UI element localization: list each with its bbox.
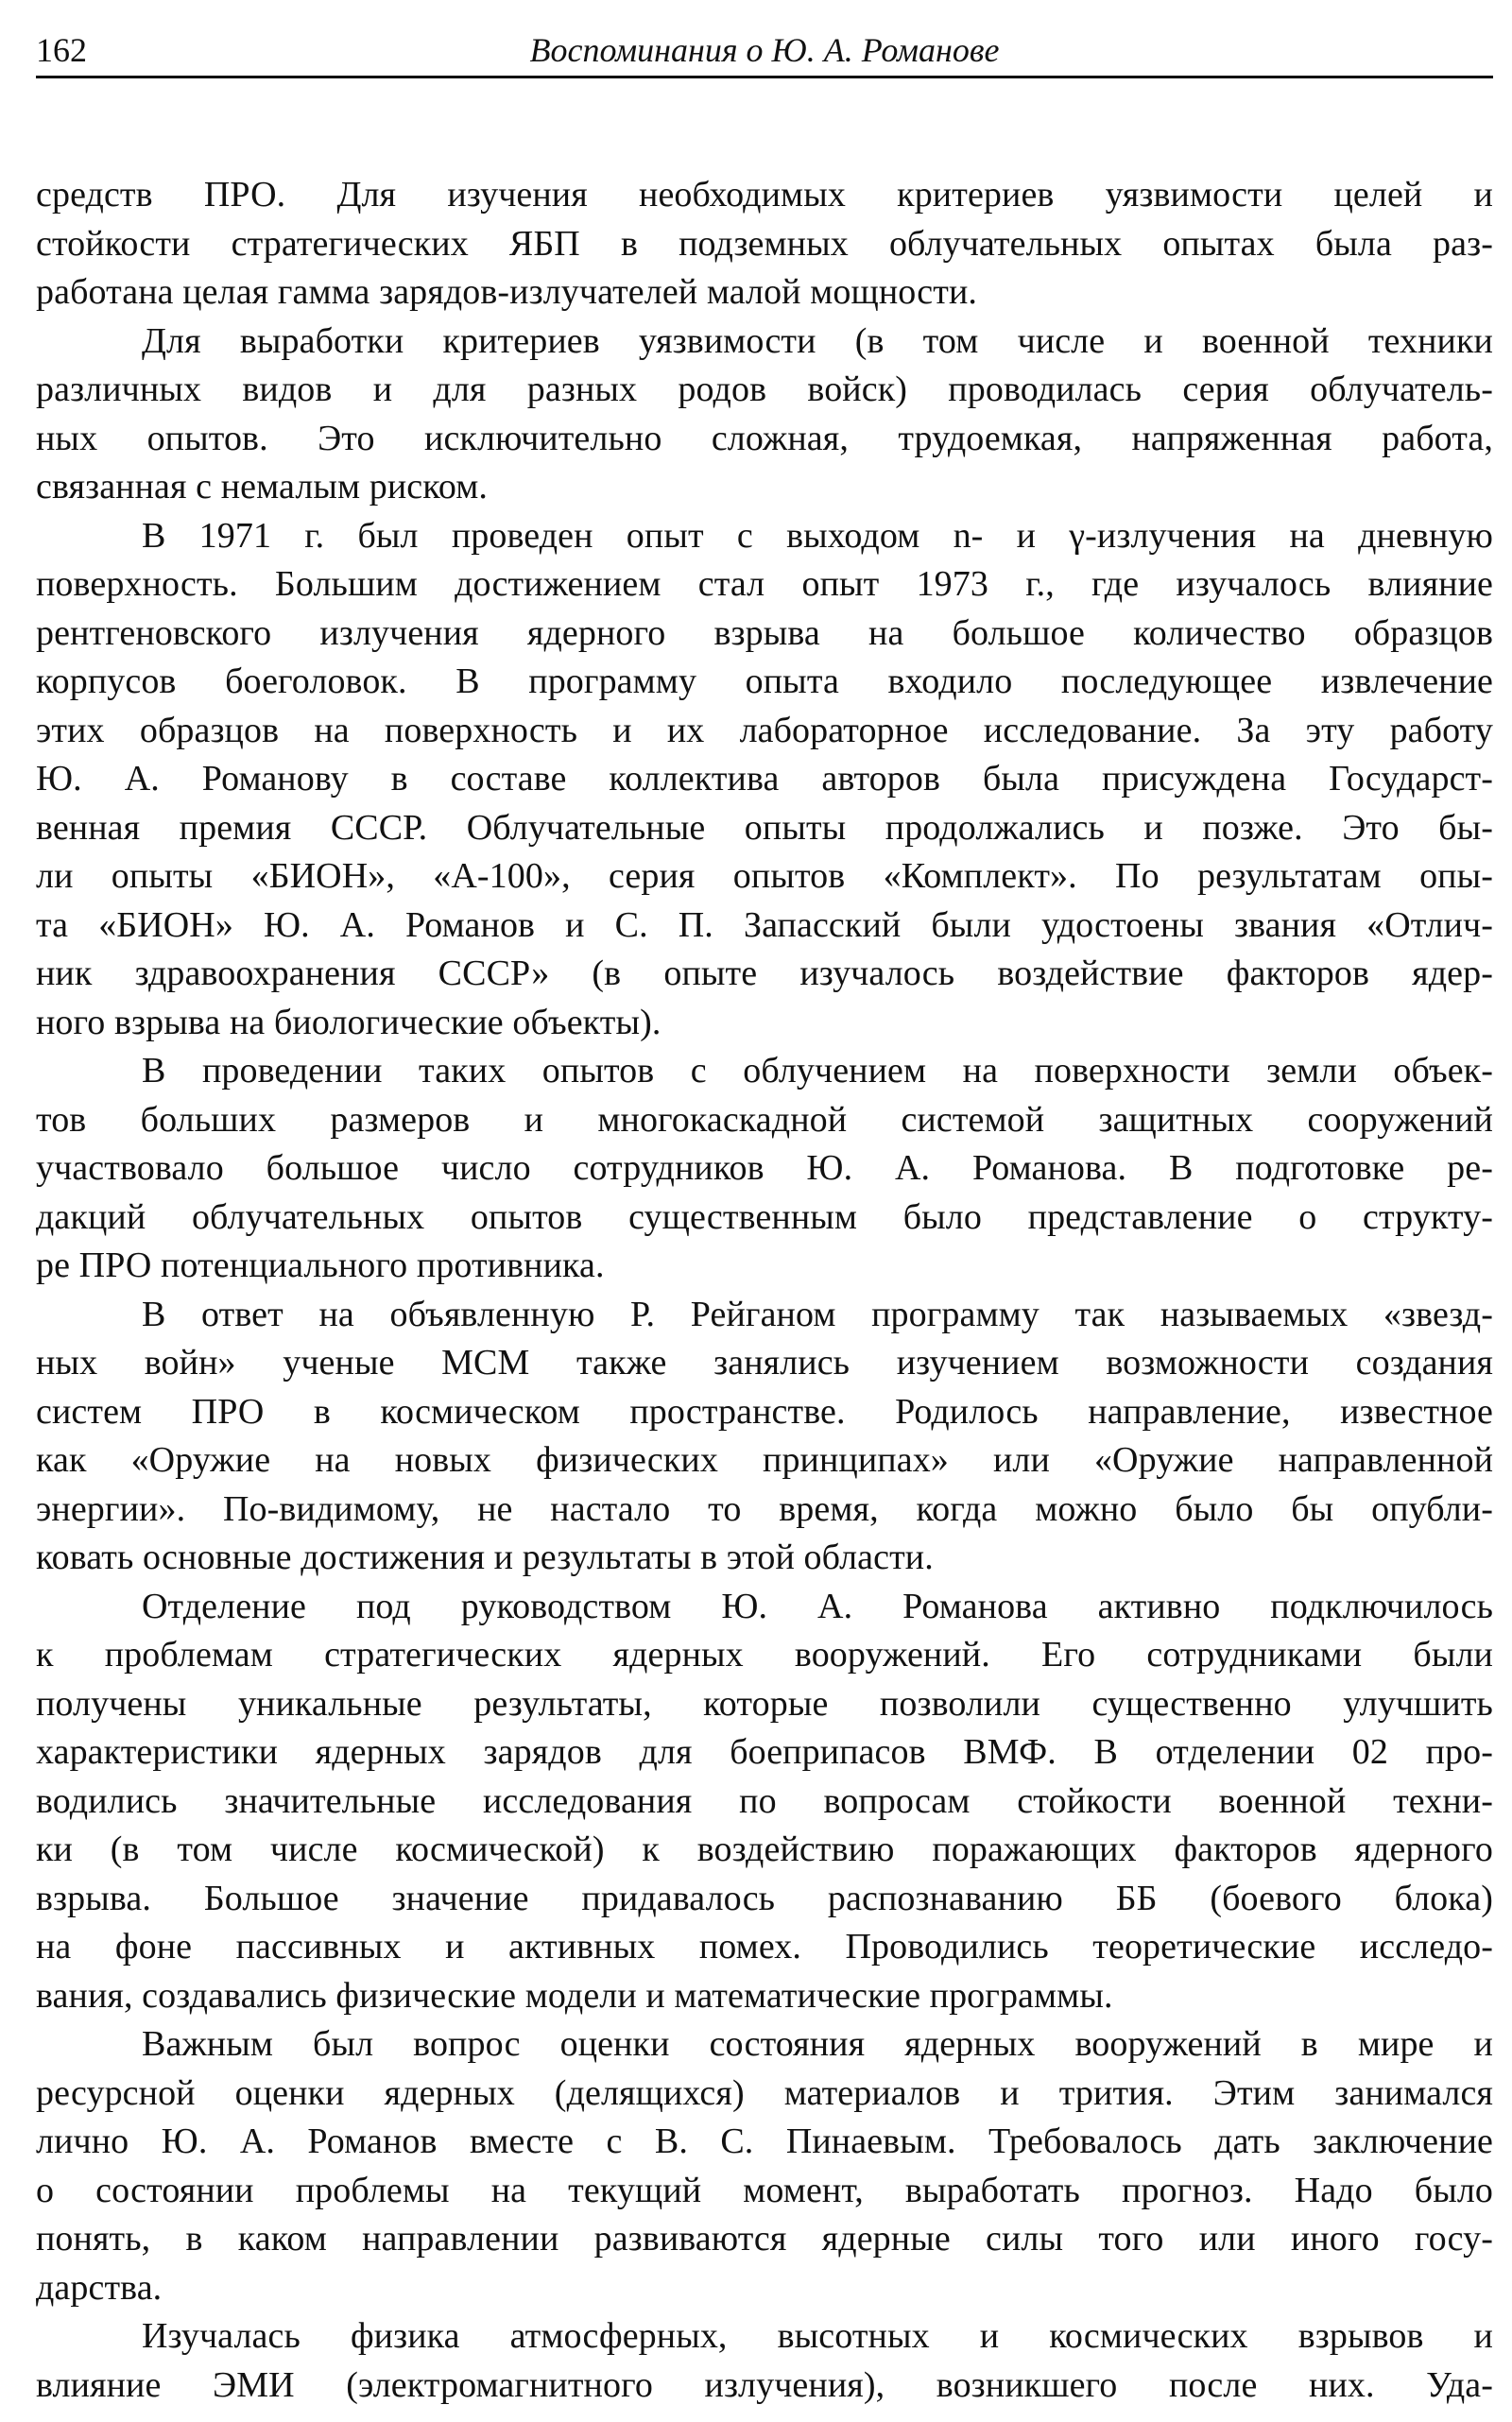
paragraph	[36, 1583, 1493, 2021]
text-line: этих образцов на поверхность и их лабораторное исследование. За эту работу	[36, 710, 1493, 750]
text-line: энергии». По-видимому, не настало то время, когда можно было бы опубли-	[36, 1488, 1493, 1529]
paragraph	[36, 318, 1493, 512]
paragraph	[36, 2020, 1493, 2312]
paragraph	[36, 2312, 1493, 2410]
text-line: ных опытов. Это исключительно сложная, трудоемкая, напряженная работа,	[36, 418, 1493, 458]
text-line: В ответ на объявленную Р. Рейганом программу так называемых «звезд-	[142, 1294, 1493, 1334]
text-line: стойкости стратегических ЯБП в подземных облучательных опытах была раз-	[36, 223, 1493, 264]
text-line: корпусов боеголовок. В программу опыта входило последующее извлечение	[36, 661, 1493, 701]
text-line: дакций облучательных опытов существенным было представление о структу-	[36, 1196, 1493, 1237]
text-line: как «Оружие на новых физических принципах» или «Оружие направленной	[36, 1440, 1493, 1480]
text-line: поверхность. Большим достижением стал опыт 1973 г., где изучалось влияние	[36, 564, 1493, 604]
text-line: средств ПРО. Для изучения необходимых критериев уязвимости целей и	[36, 175, 1493, 215]
running-title: Воспоминания о Ю. А. Романове	[529, 31, 1000, 69]
text-line: Важным был вопрос оценки состояния ядерных вооружений в мире и	[142, 2024, 1493, 2064]
text-line: ковать основные достижения и результаты в этой области.	[36, 1537, 934, 1577]
text-line: понять, в каком направлении развиваются ядерные силы того или иного госу-	[36, 2219, 1493, 2259]
text-line: вания, создавались физические модели и математические программы.	[36, 1975, 1113, 2016]
text-line: Отделение под руководством Ю. А. Романова активно подключилось	[142, 1586, 1493, 1626]
text-line: лично Ю. А. Романов вместе с В. С. Пинаевым. Требовалось дать заключение	[36, 2121, 1493, 2161]
text-line: характеристики ядерных зарядов для боеприпасов ВМФ. В отделении 02 про-	[36, 1732, 1493, 1772]
text-line: В проведении таких опытов с облучением на поверхности земли объек-	[142, 1051, 1493, 1091]
text-line: ник здравоохранения СССР» (в опыте изучалось воздействие факторов ядер-	[36, 953, 1493, 993]
running-header	[36, 28, 1493, 78]
text-line: Ю. А. Романову в составе коллектива авторов была присуждена Государст-	[36, 759, 1493, 799]
body-text	[36, 171, 1493, 2410]
text-line: ки (в том числе космической) к воздействию поражающих факторов ядерного	[36, 1829, 1493, 1869]
text-line: различных видов и для разных родов войск) проводилась серия облучатель-	[36, 369, 1493, 409]
text-line: рентгеновского излучения ядерного взрыва на большое количество образцов	[36, 612, 1493, 653]
text-line: связанная с немалым риском.	[36, 467, 489, 507]
paragraph	[36, 1047, 1493, 1291]
text-line: венная премия СССР. Облучательные опыты продолжались и позже. Это бы-	[36, 807, 1493, 848]
text-line: систем ПРО в космическом пространстве. Родилось направление, известное	[36, 1391, 1493, 1432]
text-line: на фоне пассивных и активных помех. Проводились теоретические исследо-	[36, 1927, 1493, 1967]
text-line: получены уникальные результаты, которые позволили существенно улучшить	[36, 1683, 1493, 1724]
text-line: к проблемам стратегических ядерных вооружений. Его сотрудниками были	[36, 1635, 1493, 1675]
text-line: работана целая гамма зарядов-излучателей малой мощности.	[36, 272, 978, 312]
book-page	[36, 28, 1493, 2410]
text-line: ресурсной оценки ядерных (делящихся) материалов и трития. Этим занимался	[36, 2072, 1493, 2113]
text-line: ных войн» ученые МСМ также занялись изучением возможности создания	[36, 1343, 1493, 1383]
text-line: Изучалась физика атмосферных, высотных и космических взрывов и	[142, 2316, 1493, 2356]
paragraph	[36, 512, 1493, 1048]
text-line: о состоянии проблемы на текущий момент, выработать прогноз. Надо было	[36, 2170, 1493, 2210]
text-line: тов больших размеров и многокаскадной системой защитных сооружений	[36, 1099, 1493, 1140]
paragraph	[36, 171, 1493, 318]
text-line: В 1971 г. был проведен опыт с выходом n- и γ-излучения на дневную	[142, 515, 1493, 556]
text-line: ли опыты «БИОН», «А-100», серия опытов «Комплект». По результатам опы-	[36, 856, 1493, 896]
text-line: ного взрыва на биологические объекты).	[36, 1002, 662, 1042]
text-line: дарства.	[36, 2267, 163, 2308]
text-line: водились значительные исследования по вопросам стойкости военной техни-	[36, 1780, 1493, 1821]
text-line: влияние ЭМИ (электромагнитного излучения), возникшего после них. Уда-	[36, 2364, 1493, 2405]
text-line: та «БИОН» Ю. А. Романов и С. П. Запасский были удостоены звания «Отлич-	[36, 904, 1493, 945]
text-line: ре ПРО потенциального противника.	[36, 1245, 605, 1285]
page-number: 162	[36, 31, 87, 69]
text-line: участвовало большое число сотрудников Ю. А. Романова. В подготовке ре-	[36, 1148, 1493, 1188]
paragraph	[36, 1291, 1493, 1583]
text-line: Для выработки критериев уязвимости (в том числе и военной техники	[142, 320, 1493, 361]
text-line: взрыва. Большое значение придавалось распознаванию ББ (боевого блока)	[36, 1878, 1493, 1918]
